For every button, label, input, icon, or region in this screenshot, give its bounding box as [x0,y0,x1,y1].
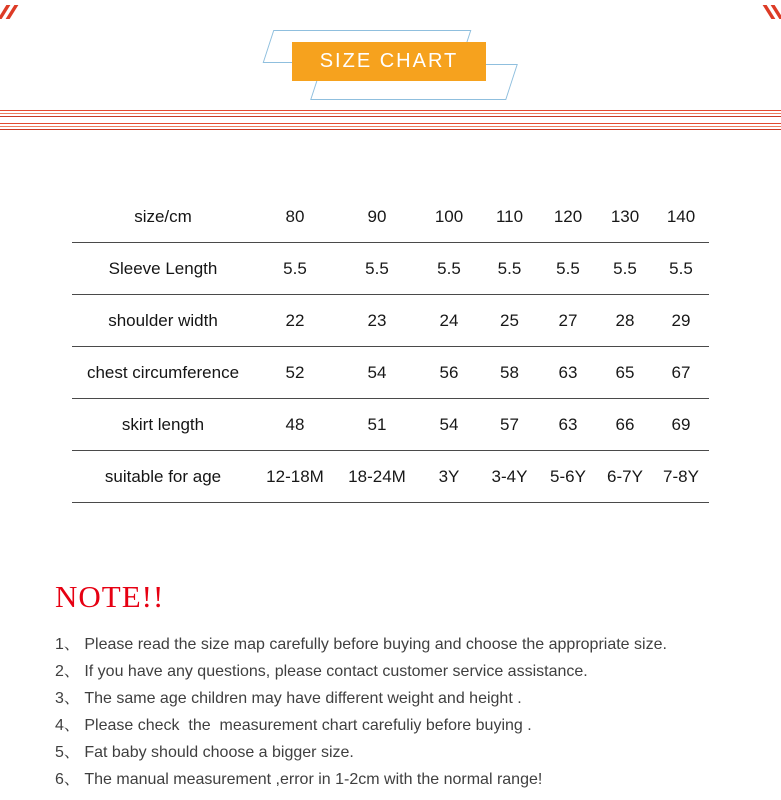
table-cell: 5-6Y [539,451,597,503]
table-row-skirt-length [72,399,709,451]
table-cell: 25 [480,295,539,347]
row-label: suitable for age [72,451,254,503]
table-cell: 90 [336,191,418,243]
table-cell: 28 [597,295,653,347]
table-row-shoulder-width [72,295,709,347]
table-cell: 63 [539,347,597,399]
table-cell: 51 [336,399,418,451]
note-item: 6、 The manual measurement ,error in 1-2cm with the normal range! [55,771,543,788]
note-section [55,579,781,793]
table-cell: 29 [653,295,709,347]
row-label: Sleeve Length [72,243,254,295]
table-cell: 80 [254,191,336,243]
table-cell: 24 [418,295,480,347]
table-cell: 5.5 [480,243,539,295]
table-cell: 57 [480,399,539,451]
note-item: 5、 Fat baby should choose a bigger size. [55,744,354,761]
table-cell: 3-4Y [480,451,539,503]
table-cell: 130 [597,191,653,243]
table-cell: 66 [597,399,653,451]
table-cell: 7-8Y [653,451,709,503]
note-item: 2、 If you have any questions, please contact customer service assistance. [55,663,588,680]
corner-stripe-right-icon [767,5,779,19]
table-cell: 5.5 [254,243,336,295]
table-cell: 54 [418,399,480,451]
note-title: NOTE!! [55,579,165,614]
size-chart-banner [0,0,781,110]
table-cell: 5.5 [653,243,709,295]
table-cell: 140 [653,191,709,243]
corner-stripe-left-icon [2,5,14,19]
table-cell: 52 [254,347,336,399]
stripe-band-top [0,110,781,117]
table-cell: 6-7Y [597,451,653,503]
table-cell: 67 [653,347,709,399]
table-cell: 65 [597,347,653,399]
table-cell: 18-24M [336,451,418,503]
table-cell: 23 [336,295,418,347]
note-item: 4、 Please check the measurement chart carefuliy before buying . [55,717,532,734]
table-cell: 12-18M [254,451,336,503]
table-cell: 120 [539,191,597,243]
table-row-size [72,191,709,243]
divider-stripes [0,110,781,130]
size-chart-title: SIZE CHART [292,42,486,81]
table-cell: 69 [653,399,709,451]
table-cell: 48 [254,399,336,451]
table-cell: 27 [539,295,597,347]
row-label: shoulder width [72,295,254,347]
table-cell: 100 [418,191,480,243]
note-item: 1、 Please read the size map carefully before buying and choose the appropriate size. [55,636,667,653]
table-row-chest-circumference [72,347,709,399]
table-cell: 22 [254,295,336,347]
table-cell: 5.5 [539,243,597,295]
stripe-band-bottom [0,123,781,130]
table-cell: 5.5 [597,243,653,295]
table-cell: 63 [539,399,597,451]
table-row-sleeve-length [72,243,709,295]
table-cell: 3Y [418,451,480,503]
table-cell: 110 [480,191,539,243]
table-cell: 56 [418,347,480,399]
size-table [72,191,709,503]
table-cell: 58 [480,347,539,399]
row-label: size/cm [72,191,254,243]
row-label: skirt length [72,399,254,451]
table-cell: 5.5 [336,243,418,295]
row-label: chest circumference [72,347,254,399]
table-cell: 54 [336,347,418,399]
table-row-suitable-age [72,451,709,503]
table-cell: 5.5 [418,243,480,295]
note-item: 3、 The same age children may have different weight and height . [55,690,522,707]
